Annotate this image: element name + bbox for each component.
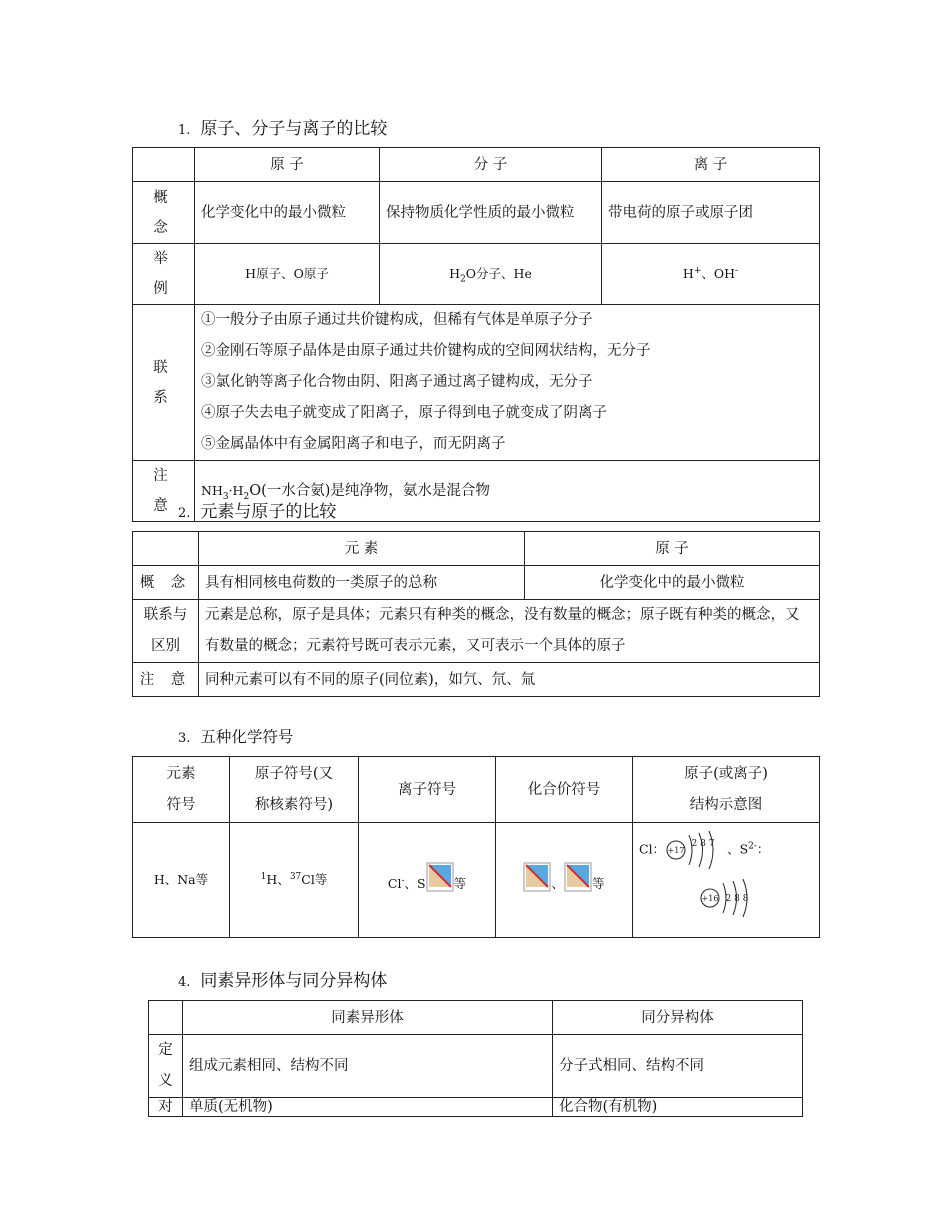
cl-shells: 2 8 7 [691,839,715,849]
sulfur-ion-structure-diagram [699,877,761,919]
cell-atom-concept: 化学变化中的最小微粒 [525,566,820,600]
row-label: 概 念 [133,566,199,600]
section-1-number: 1. [178,123,191,138]
formula-part: ·H [228,483,244,498]
table-header-row [149,1001,803,1035]
section-4-number: 4. [178,975,191,990]
row-link [133,305,820,461]
image-placeholder-icon [564,862,592,892]
superscript: 37 [289,871,302,882]
header-ion: 离 子 [602,148,820,182]
formula-part: NH [201,483,223,498]
row-link [133,600,820,663]
formula-part: H、 [266,872,290,887]
table-allotrope-isomer [148,1000,803,1117]
cell-note: 同种元素可以有不同的原子(同位素)，如氕、氘、氚 [199,663,820,697]
link-item: ⑤金属晶体中有金属阳离子和电子，而无阴离子 [201,436,506,452]
cell-link: 元素是总称，原子是具体；元素只有种类的概念，没有数量的概念；原子既有种类的概念，又有数量的概念；元素符号既可表示元素，又可表示一个具体的原子 [199,600,820,663]
row-example [133,244,820,305]
subscript: 2 [460,274,466,285]
cell-isomer-definition: 分子式相同、结构不同 [553,1035,803,1098]
cell-isomer-object: 化合物(有机物) [553,1098,803,1117]
cell-atom-example: H原子、O原子 [195,244,380,305]
superscript: + [693,265,702,276]
cl-diagram-line [639,829,813,871]
link-item: ②金刚石等原子晶体是由原子通过共价键构成的空间网状结构，无分子 [201,343,651,359]
section-1-title: 原子、分子与离子的比较 [200,119,388,139]
cell-ion-concept: 带电荷的原子或原子团 [602,182,820,244]
section-4-heading [178,966,387,991]
cell-molecule-example [380,244,602,305]
formula-part: 、OH [701,266,736,281]
cell-molecule-concept: 保持物质化学性质的最小微粒 [380,182,602,244]
cell-atom-concept: 化学变化中的最小微粒 [195,182,380,244]
formula-part: Cl等 [301,872,328,887]
section-1-heading [178,114,387,139]
row-label [133,600,199,663]
header-line: 原子(或离子) [684,765,768,782]
label-line: 义 [158,1073,173,1089]
header-element: 元 素 [199,532,525,566]
subscript: 2 [243,491,250,502]
table-atom-molecule-ion [132,147,820,522]
cell-element-example: H、Na等 [133,823,230,938]
header-line: 原子符号(又 [254,765,334,782]
label-line: 定 [158,1042,173,1058]
cl-nucleus: +17 [667,846,685,855]
header-line: 符号 [166,796,196,813]
row-label: 举 例 [133,244,195,305]
header-nuclide-symbol [230,757,359,823]
header-structure-diagram [633,757,820,823]
row-object [149,1098,803,1117]
cell-ion-example [602,244,820,305]
header-atom: 原 子 [525,532,820,566]
section-2-number: 2. [178,506,191,521]
header-line: 结构示意图 [689,796,763,813]
row-concept [133,566,820,600]
formula-part: H [449,266,461,281]
link-item: ④原子失去电子就变成了阳离子，原子得到电子就变成了阴离子 [201,405,607,421]
cell-allotrope-definition: 组成元素相同、结构不同 [183,1035,553,1098]
header-ion-symbol: 离子符号 [359,757,496,823]
row-concept [133,182,820,244]
s-shells: 2 8 8 [725,894,749,904]
section-3-number: 3. [178,731,191,746]
row-examples [133,823,820,938]
row-label: 概 念 [133,182,195,244]
cell-element-concept: 具有相同核电荷数的一类原子的总称 [199,566,525,600]
row-label: 联 系 [133,305,195,461]
link-item: ①一般分子由原子通过共价键构成，但稀有气体是单原子分子 [201,312,593,328]
cell-valence-example [496,823,633,938]
s-label: 、S [727,841,749,857]
superscript: - [401,875,405,886]
row-label: 对 [149,1098,183,1117]
note-text: O(一水合氨)是纯净物，氨水是混合物 [249,483,490,499]
cell-link-items [195,305,820,461]
s-label-end: ： [756,841,770,857]
header-atom: 原 子 [195,148,380,182]
formula-part: H [682,266,694,281]
chlorine-atom-structure-diagram [665,829,727,871]
row-label [149,1035,183,1098]
label-line: 区别 [151,638,180,654]
image-placeholder-icon [426,862,454,892]
s-nucleus: +16 [701,894,719,903]
section-2-heading [178,497,336,522]
table-header-row [133,532,820,566]
cell-ion-example [359,823,496,938]
formula-part: 等 [592,875,605,891]
superscript: - [735,265,739,276]
link-item: ③氯化钠等离子化合物由阴、阳离子通过离子键构成，无分子 [201,374,593,390]
row-label: 注 意 [133,663,199,697]
cl-label: Cl： [639,841,666,857]
header-blank [133,148,195,182]
header-allotrope: 同素异形体 [183,1001,553,1035]
cell-structure-diagrams [633,823,820,938]
row-note [133,663,820,697]
cell-nuclide-example [230,823,359,938]
section-2-title: 元素与原子的比较 [200,502,337,522]
label-line: 联系与 [143,607,188,623]
formula-part: Cl [387,875,402,891]
formula-part: 、S [404,875,426,891]
header-isomer: 同分异构体 [553,1001,803,1035]
header-molecule: 分 子 [380,148,602,182]
header-element-symbol [133,757,230,823]
row-definition [149,1035,803,1098]
header-valence-symbol: 化合价符号 [496,757,633,823]
formula-part: O分子、He [465,266,532,281]
superscript: 2- [748,841,757,852]
header-blank [149,1001,183,1035]
s-diagram-line [699,877,813,919]
table-element-atom [132,531,820,697]
section-3-heading [178,725,293,747]
header-line: 元素 [166,765,196,782]
separator: 、 [551,875,564,891]
row-label: 注 意 [133,461,195,522]
subscript: 3 [222,491,229,502]
section-3-title: 五种化学符号 [200,728,294,746]
header-blank [133,532,199,566]
formula-part: 等 [453,875,467,891]
table-header-row [133,148,820,182]
header-line: 称核素符号) [254,796,334,813]
section-4-title: 同素异形体与同分异构体 [200,971,388,991]
cell-allotrope-object: 单质(无机物) [183,1098,553,1117]
table-header-row [133,757,820,823]
superscript: 1 [260,871,267,882]
image-placeholder-icon [523,862,551,892]
table-chemical-symbols [132,756,820,938]
